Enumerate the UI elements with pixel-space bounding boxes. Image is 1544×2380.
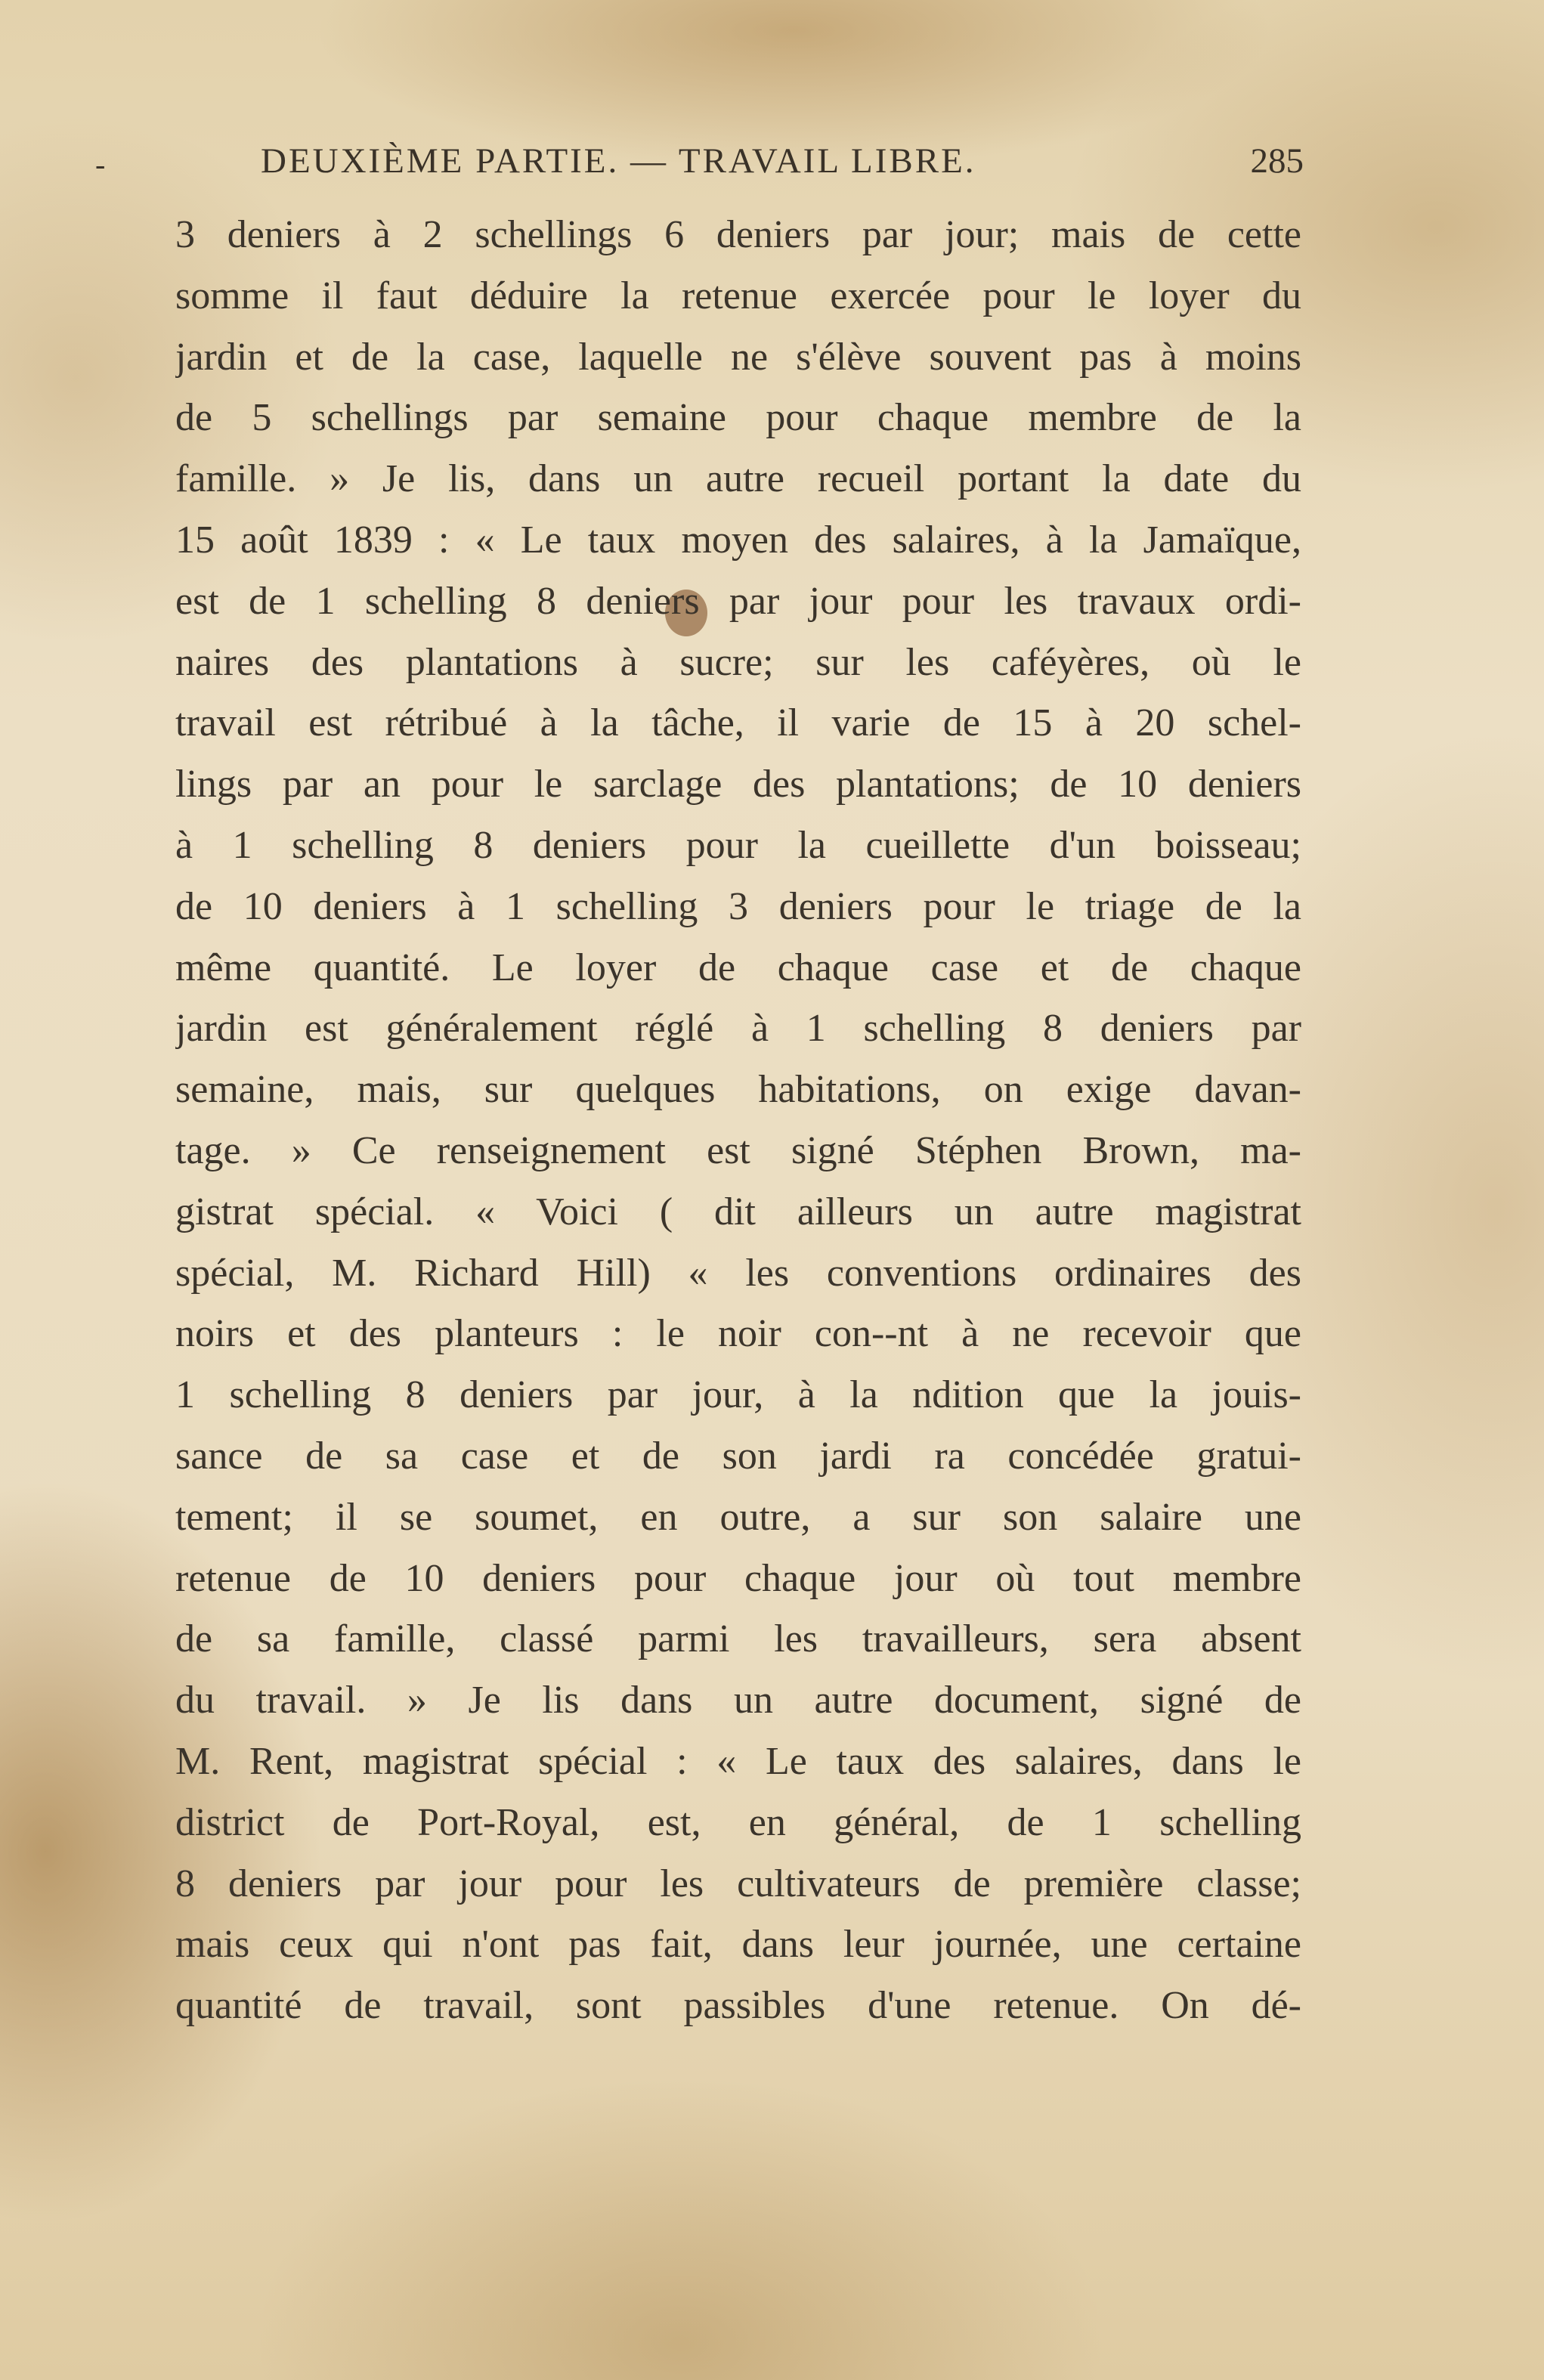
body-text xyxy=(175,205,1301,2037)
text-line: travail est rétribué à la tâche, il varie de 15 à 20 schel- xyxy=(175,701,1301,745)
text-line: somme il faut déduire la retenue exercée pour le loyer du xyxy=(175,274,1301,317)
running-head xyxy=(95,141,1304,186)
text-line: même quantité. Le loyer de chaque case et de chaque xyxy=(175,946,1301,989)
running-title: DEUXIÈME PARTIE. — TRAVAIL LIBRE. xyxy=(261,141,976,181)
page-number: 285 xyxy=(1250,141,1304,181)
text-line: jardin et de la case, laquelle ne s'élève souvent pas à moins xyxy=(175,335,1301,379)
text-line: tement; il se soumet, en outre, a sur son salaire une xyxy=(175,1495,1301,1539)
text-line: 15 août 1839 : « Le taux moyen des salaires, à la Jamaïque, xyxy=(175,518,1301,562)
text-line: du travail. » Je lis dans un autre document, signé de xyxy=(175,1679,1301,1722)
text-line: de 5 schellings par semaine pour chaque membre de la xyxy=(175,396,1301,440)
text-line: mais ceux qui n'ont pas fait, dans leur journée, une certaine xyxy=(175,1923,1301,1967)
text-line: sance de sa case et de son jardi ra concédée gratui- xyxy=(175,1434,1301,1478)
text-line: noirs et des planteurs : le noir con‑‑nt à ne recevoir que xyxy=(175,1312,1301,1356)
text-line: 8 deniers par jour pour les cultivateurs de première classe; xyxy=(175,1862,1301,1905)
text-line: retenue de 10 deniers pour chaque jour où tout membre xyxy=(175,1556,1301,1600)
text-line: district de Port-Royal, est, en général, de 1 schelling xyxy=(175,1800,1301,1844)
text-line: est de 1 schelling 8 deniers par jour pour les travaux ordi- xyxy=(175,579,1301,623)
text-line: gistrat spécial. « Voici ( dit ailleurs un autre magistrat xyxy=(175,1190,1301,1233)
text-line: 3 deniers à 2 schellings 6 deniers par jour; mais de cette xyxy=(175,213,1301,256)
text-line: tage. » Ce renseignement est signé Stéphen Brown, ma- xyxy=(175,1128,1301,1172)
text-line: famille. » Je lis, dans un autre recueil portant la date du xyxy=(175,457,1301,501)
text-line: naires des plantations à sucre; sur les caféyères, où le xyxy=(175,640,1301,684)
text-line: 1 schelling 8 deniers par jour, à la ndition que la jouis- xyxy=(175,1373,1301,1417)
text-line: semaine, mais, sur quelques habitations, on exige davan- xyxy=(175,1068,1301,1112)
text-line: de sa famille, classé parmi les travailleurs, sera absent xyxy=(175,1617,1301,1661)
text-line: spécial, M. Richard Hill) « les conventions ordinaires des xyxy=(175,1251,1301,1295)
text-line: à 1 schelling 8 deniers pour la cueillette d'un boisseau; xyxy=(175,823,1301,867)
text-line: M. Rent, magistrat spécial : « Le taux des salaires, dans le xyxy=(175,1739,1301,1783)
text-line: lings par an pour le sarclage des plantations; de 10 deniers xyxy=(175,763,1301,806)
text-line: de 10 deniers à 1 schelling 3 deniers pour le triage de la xyxy=(175,884,1301,928)
text-line: jardin est généralement réglé à 1 schelling 8 deniers par xyxy=(175,1007,1301,1051)
header-mark: - xyxy=(95,147,106,181)
text-line: quantité de travail, sont passibles d'une retenue. On dé- xyxy=(175,1984,1301,2028)
